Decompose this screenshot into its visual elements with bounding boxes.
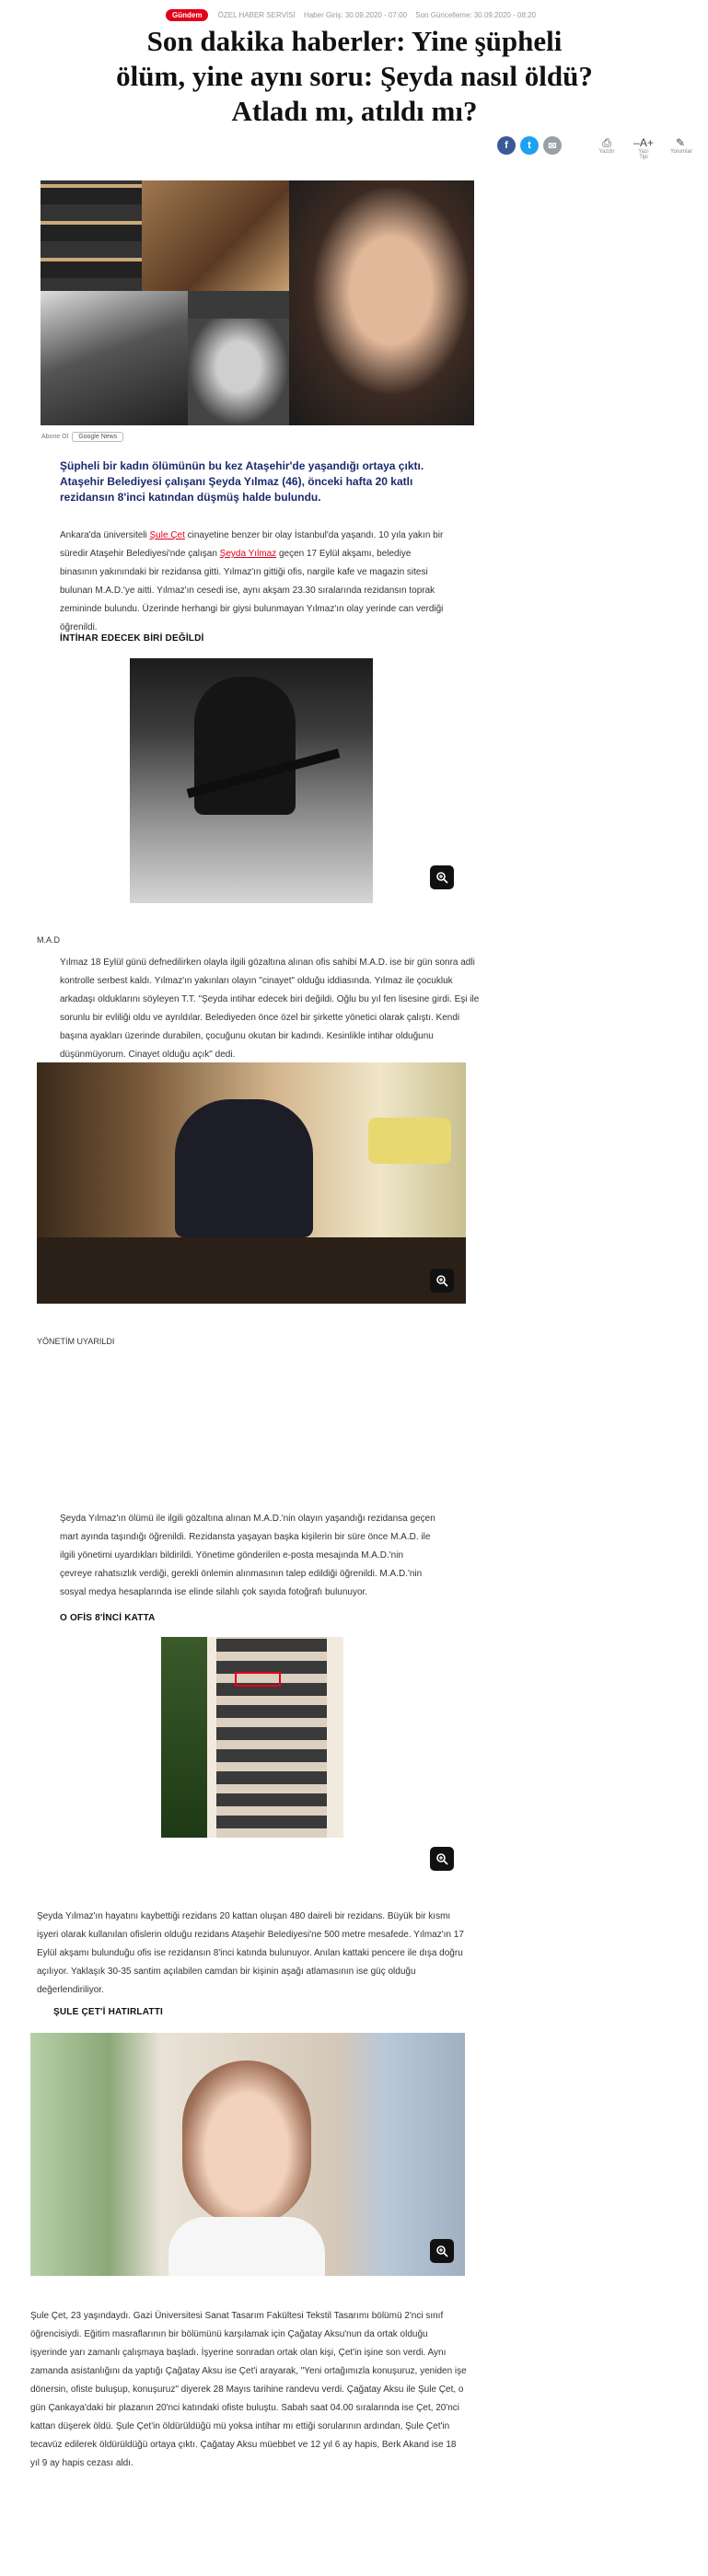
paragraph-2: Yılmaz 18 Eylül günü defnedilirken olayla ilgili gözaltına alınan ofis sahibi M.A.D. ise bir gün sonra adli kontrolle serbest kaldı. Yılmaz'ın yakınları olayın "cinayet" olduğu iddiasında. Yılmaz ile çocukluk arkadaşı olduklarını söyleyen T.T. "Şeyda intihar edecek biri değildi. Oğlu bu yıl fen lisesine girdi. Eşi ile sorunlu bir evliliği oldu ve ayrıldılar. Belediyeden önce özel bir şirkette yönetici olarak çalıştı. Kendi başına ayakları üzerinde durabilen, çocuğunu okutan bir kadındı. Kesinlikle intihar olduğunu düşünmüyorum. Cinayet olduğu açık" dedi. [60, 957, 480, 1060]
share-bar [497, 136, 562, 155]
article-lead: Şüpheli bir kadın ölümünün bu kez Ataşehir'de yaşandığı ortaya çıktı. Ataşehir Belediyesi çalışanı Şeyda Yılmaz (46), önceki hafta 20 katlı rezidansın 8'inci katından düşmüş halde bulundu. [60, 459, 424, 504]
seated-man-silhouette [175, 1099, 313, 1237]
person-silhouette [194, 677, 296, 815]
taxi-shape [368, 1118, 451, 1164]
gun-photo [41, 291, 188, 425]
category-badge[interactable]: Gündem [166, 9, 208, 21]
tower-facade [216, 1637, 327, 1838]
section-heading-3: ŞULE ÇET'İ HATIRLATTI [53, 2007, 163, 2017]
zoom-icon [435, 1274, 448, 1287]
updated-date: Son Güncelleme: 30.09.2020 - 08:20 [415, 11, 537, 19]
image-caption-1: M.A.D [37, 935, 61, 945]
section-heading-1: İNTİHAR EDECEK BİRİ DEĞİLDİ [60, 633, 204, 644]
google-news-button[interactable]: Google News [72, 432, 123, 442]
man-gun-photo [130, 658, 373, 903]
paragraph-1-text-c: geçen 17 Eylül akşamı, belediye binasının yakınındaki bir rezidansa gitti. Yılmaz'ın gittiği ofis, nargile kafe ve magazin sitesi bulunan M.A.D.'ye aitti. Yılmaz'ın cesedi ise, aynı akşam 23.30 sıralarında rezidansın toprak zemininde bulundu. Üzerinde herhangi bir giysi bulunmayan Yılmaz'ın olay yerinde can verdiği öğrenildi. [60, 549, 444, 632]
font-size-icon: –A+ [633, 136, 654, 149]
zoom-icon [435, 1852, 448, 1865]
paragraph-1 [60, 527, 447, 637]
font-size-label: Yazı Tipi [638, 149, 649, 160]
portrait-shoulders [168, 2217, 325, 2276]
comment-icon: ✎ [675, 136, 686, 149]
paragraph-3: Şeyda Yılmaz'ın ölümü ile ilgili gözaltına alınan M.A.D.'nin olayın yaşandığı rezidansa geçen mart ayında taşındığı öğrenildi. Rezidansta yaşayan başka kişilerin bir süre önce M.A.D. ile ilgili yönetimi uyardıkları bildirildi. Yönetime gönderilen e-posta mesajında M.A.D.'nin çevreye rahatsızlık verdiği, gerekli önlemin alınmasının talep edildiği öğrenildi. M.A.D.'nin sosyal medya hesaplarında ise elinde silahlı çok sayıda fotoğrafı bulunuyor. [60, 1514, 435, 1597]
subscribe-row [41, 432, 123, 442]
paragraph-5: Şule Çet, 23 yaşındaydı. Gazi Üniversitesi Sanat Tasarım Fakültesi Tekstil Tasarımı bölümü 2'nci sınıf öğrencisiydi. Eğitim masraflarının bir bölümünü karşılamak için Çağatay Aksu'nun da ortak olduğu işyerinde yarı zamanlı çalışmaya başladı. İşyerine sonradan ortak olan kişi, Çet'in işine son verdi. Aynı zamanda asistanlığını da yaptığı Çağatay Aksu ise Çet'i arayarak, "Yeni ortağımızla konuşuruz, yeniden işe dönersin, ofiste buluşup, konuşuruz" diyerek 28 Mayıs tarihine randevu verdi. Çağatay Aksu ile Şule Çet, o gün Çankaya'daki bir plazanın 20'nci katındaki ofiste buluştu. Sabah saat 04.00 sıralarında ise Çet, 20'nci kattan düşerek öldü. Şule Çet'in öldürüldüğü mü yoksa intihar mı ettiği sorularının ardından, Şule Çet'in tecavüz edilerek öldürüldüğü ortaya çıktı. Çağatay Aksu müebbet ve 12 yıl 6 ay hapis, Berk Akand ise 18 yıl 9 ay hapis cezası aldı. [30, 2311, 467, 2468]
portrait-face [182, 2060, 311, 2226]
table-shape [37, 1237, 466, 1304]
article-meta [0, 9, 708, 21]
facebook-share-button[interactable]: f [497, 136, 516, 155]
seyda-yilmaz-link[interactable]: Şeyda Yılmaz [219, 549, 277, 559]
zoom-button-3[interactable] [430, 1847, 454, 1871]
restaurant-photo [37, 1062, 466, 1304]
article-tools [597, 136, 691, 160]
font-size-button[interactable] [633, 136, 654, 160]
man-photo [142, 180, 289, 291]
zoom-button-4[interactable] [430, 2239, 454, 2263]
mail-share-button[interactable]: ✉ [543, 136, 562, 155]
zoom-icon [435, 871, 448, 884]
sule-cet-link[interactable]: Şule Çet [149, 530, 185, 540]
paragraph-4: Şeyda Yılmaz'ın hayatını kaybettiği rezidans 20 kattan oluşan 480 daireli bir rezidans. Büyük bir kısmı işyeri olarak kullanılan ofislerin olduğu rezidans Ataşehir Belediyesi'ne 500 metre mesafede. Yılmaz'ın 17 Eylül akşamı bulunduğu ofis ise rezidansın 8'inci katında bulunuyor. Anılan kattaki pencere ile dışa doğru açılıyor. Yaklaşık 30-35 santim açılabilen camdan bir kişinin aşağı atlamasının ise güç olduğu değerlendiriliyor. [37, 1911, 464, 1995]
twitter-share-button[interactable]: t [520, 136, 539, 155]
comments-button[interactable] [670, 136, 691, 160]
comments-label: Yorumlar [670, 149, 692, 155]
image-caption-2: YÖNETİM UYARILDI [37, 1337, 115, 1346]
paragraph-1-text-b: cinayetine benzer bir olay İstanbul'da yaşandı. 10 yıla yakın bir süredir Ataşehir Belediyesi'nde çalışan [60, 530, 444, 559]
woman-sunglasses-photo [188, 319, 289, 425]
paragraph-1-text-a: Ankara'da üniversiteli [60, 530, 150, 540]
source-label: ÖZEL HABER SERVİSİ [217, 11, 296, 19]
section-heading-2: O OFİS 8'İNCİ KATTA [60, 1613, 156, 1623]
subscribe-label: Abone Ol [41, 434, 69, 440]
zoom-button-2[interactable] [430, 1269, 454, 1293]
zoom-button-1[interactable] [430, 865, 454, 889]
published-date: Haber Giriş: 30.09.2020 - 07:00 [303, 11, 408, 19]
building-photo-2 [161, 1637, 343, 1838]
highlight-box [235, 1672, 281, 1687]
zoom-icon [435, 2245, 448, 2257]
sule-cet-photo [30, 2033, 465, 2276]
tree-shape [161, 1637, 207, 1838]
woman-photo [289, 180, 474, 425]
page-title: Son dakika haberler: Yine şüpheli ölüm, yine aynı soru: Şeyda nasıl öldü? Atladı mı, atıldı mı? [116, 25, 593, 127]
main-collage-image [41, 180, 474, 425]
print-label: Yazdır [598, 149, 615, 155]
printer-icon: ⎙ [602, 136, 611, 149]
print-button[interactable] [597, 136, 617, 160]
